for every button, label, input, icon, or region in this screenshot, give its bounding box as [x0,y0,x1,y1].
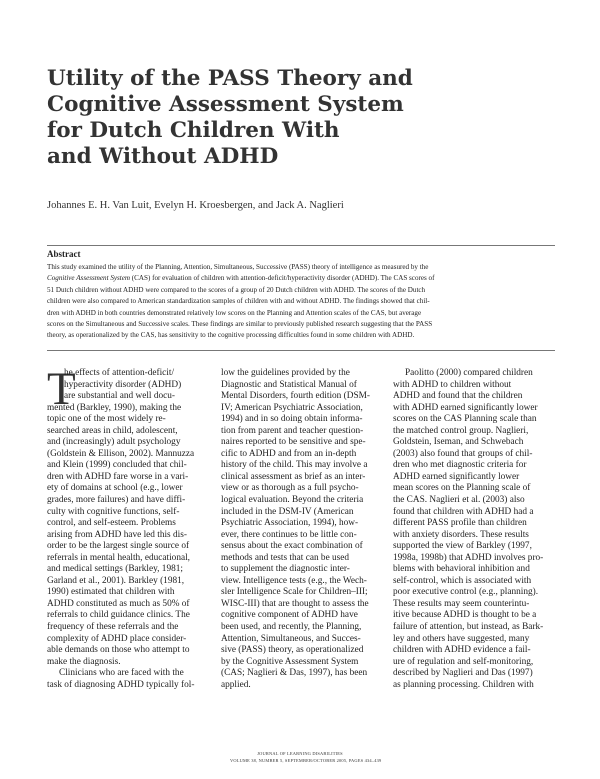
abstract-top-rule [47,245,555,246]
body-line: arising from ADHD have led this dis- [47,529,187,540]
body-line: culty with cognitive functions, self- [47,506,180,517]
body-line: to supplement the diagnostic inter- [221,564,350,575]
body-line: make the diagnosis. [47,656,121,667]
abstract-line: This study examined the utility of the Planning, Attention, Simultaneous, Successive (PASS) theory of intelligence as measured by the [47,263,429,271]
body-line: Mental Disorders, fourth edition (DSM- [221,391,370,402]
author-list: Johannes E. H. Van Luit, Evelyn H. Kroesbergen, and Jack A. Naglieri [47,200,344,211]
body-line: methods and tests that can be used [221,552,350,563]
body-line: scores on the CAS Planning scale than [393,414,537,425]
body-line: described by Naglieri and Das (1997) [393,668,533,679]
body-line: history of the child. This may involve a [221,460,368,471]
body-line: naires reported to be sensitive and spe- [221,437,366,448]
body-line: and (increasingly) adult psychology [47,437,181,448]
drop-cap: T [47,363,76,415]
body-line: 1990) estimated that children with [47,587,175,598]
body-line: grades, more failures) and have diffi- [47,495,186,506]
abstract-italic: Cognitive Assessment System [47,274,131,283]
body-line: as planning processing. Children with [393,679,534,690]
article-title [47,66,447,170]
body-line: referrals in mental health, educational, [47,552,191,563]
body-line: Psychiatric Association, 1994), how- [221,518,359,529]
abstract-line: scores on the Simultaneous and Successive scales. These findings are similar to previously published research suggesting that the PASS [47,320,433,329]
abstract-line: 51 Dutch children without ADHD were compared to the scores of a group of 20 Dutch children with ADHD. The scores of the Dutch [47,285,426,294]
title-line: Cognitive Assessment System [47,92,404,117]
body-line: poor executive control (e.g., planning). [393,587,539,598]
body-line: referrals to child guidance clinics. The [47,610,190,621]
body-line: ure of regulation and self-monitoring, [393,656,534,667]
body-line: Garland et al., 2001). Barkley (1981, [47,575,185,586]
body-line: different PASS profile than children [393,518,527,529]
body-line: ADHD and found that the children [393,391,523,402]
body-line: sive (PASS) theory, as operationalized [221,645,364,656]
body-line: frequency of these referrals and the [47,622,179,633]
body-line: Paolitto (2000) compared children [405,368,533,378]
body-column-3 [393,368,555,691]
title-line: Utility of the PASS Theory and [47,66,413,91]
body-line: able demands on those who attempt to [47,645,190,656]
body-line: ety of domains at school (e.g., lower [47,483,183,494]
body-line: 1998a, 1998b) that ADHD involves pro- [393,552,544,563]
journal-footer [230,750,382,764]
body-line: Diagnostic and Statistical Manual of [221,379,357,390]
body-line: and Klein (1999) concluded that chil- [47,460,187,471]
body-line: children with ADHD evidence a fail- [393,645,531,656]
body-line: clinical assessment as brief as an inter- [221,471,366,482]
body-line: blems with behavioral inhibition and [393,564,530,575]
body-line: order to be the largest single source of [47,541,190,552]
body-line: dren who met diagnostic criteria for [393,460,527,471]
body-line: cific to ADHD and from an in-depth [221,448,357,459]
body-line: the CAS. Naglieri et al. (2003) also [393,495,525,506]
body-line: with anxiety disorders. These results [393,529,529,540]
body-line: applied. [221,679,251,690]
body-line: failure of attention, but instead, as Bark- [393,622,544,633]
body-line: view or as thorough as a full psycho- [221,483,359,494]
body-line: Attention, Simultaneous, and Succes- [221,633,361,644]
body-line: ADHD constituted as much as 50% of [47,598,190,609]
body-line: (Goldstein & Ellison, 2002). Mannuzza [47,448,195,459]
body-line: and medical settings (Barkley, 1981; [47,564,183,575]
body-line: These results may seem counterintu- [393,598,530,609]
body-line: by the Cognitive Assessment System [221,656,359,667]
body-line: control, and self-esteem. Problems [47,518,176,529]
abstract-heading: Abstract [47,249,81,259]
body-column-1 [47,363,209,691]
body-line: been used, and recently, the Planning, [221,622,362,633]
body-line: self-control, which is associated with [393,575,532,586]
body-line: view. Intelligence tests (e.g., the Wech- [221,575,367,586]
body-line: cognitive component of ADHD have [221,610,358,621]
footer-journal: JOURNAL OF LEARNING DISABILITIES [257,751,343,756]
body-line: ever, there continues to be little con- [221,529,357,540]
body-line: Goldstein, Iseman, and Schwebach [393,437,524,448]
abstract-line-rest: (CAS) for evaluation of children with attention-deficit/hyperactivity disorder (ADHD). The CAS scores of [130,274,435,283]
body-line: searched areas in child, adolescent, [47,425,178,436]
body-line: (CAS; Naglieri & Das, 1997), has been [221,668,368,679]
body-line: mented (Barkley, 1990), making the [47,402,182,413]
footer-volume: VOLUME 38, NUMBER 5, SEPTEMBER/OCTOBER 2005, PAGES 434–439 [230,758,382,763]
body-line: included in the DSM-IV (American [221,506,354,517]
body-line: the matched control group. Naglieri, [393,425,529,436]
abstract-body [47,262,555,342]
abstract-bottom-rule [47,350,555,351]
abstract-line: dren with ADHD in both countries demonstrated relatively low scores on the Planning and Attention scales of the CAS, but average [47,308,422,317]
title-line: and Without ADHD [47,144,279,169]
body-line: supported the view of Barkley (1997, [393,541,532,552]
body-line: ley and others have suggested, many [393,633,530,644]
body-line: are substantial and well docu- [64,391,176,402]
body-line: mean scores on the Planning scale of [393,483,531,494]
body-line: 1994) and in so doing obtain informa- [221,414,363,425]
body-line: complexity of ADHD place consider- [47,633,187,644]
body-line: task of diagnosing ADHD typically fol- [47,679,195,690]
body-line: Clinicians who are faced with the [59,668,184,679]
body-line: with ADHD earned significantly lower [393,402,538,413]
body-line: tion from parent and teacher question- [221,425,364,436]
body-line: dren with ADHD fare worse in a vari- [47,471,189,482]
abstract-line: theory, as operationalized by the CAS, has sensitivity to the cognitive processing difficulties found in some children with ADHD. [47,331,415,340]
body-line: logical evaluation. Beyond the criteria [221,495,364,506]
body-line: itive because ADHD is thought to be a [393,610,537,621]
abstract-line: children were also compared to American standardization samples of children with and without ADHD. The findings showed that chil- [47,297,430,306]
body-line: he effects of attention-deficit/ [64,368,175,378]
body-line: found that children with ADHD had a [393,506,534,517]
body-line: sler Intelligence Scale for Children–III; [221,587,368,598]
body-line: ADHD earned significantly lower [393,471,520,482]
title-line: for Dutch Children With [47,118,340,143]
body-column-2 [221,368,383,691]
body-line: with ADHD to children without [393,379,512,390]
body-line: WISC-III) that are thought to assess the [221,598,369,609]
body-line: (2003) also found that groups of chil- [393,448,533,459]
body-line: IV; American Psychiatric Association, [221,402,363,413]
body-line: topic one of the most widely re- [47,414,166,425]
body-line: sensus about the exact combination of [221,541,363,552]
abstract-line [47,273,555,284]
body-line: hyperactivity disorder (ADHD) [64,379,182,390]
body-line: low the guidelines provided by the [221,368,350,378]
